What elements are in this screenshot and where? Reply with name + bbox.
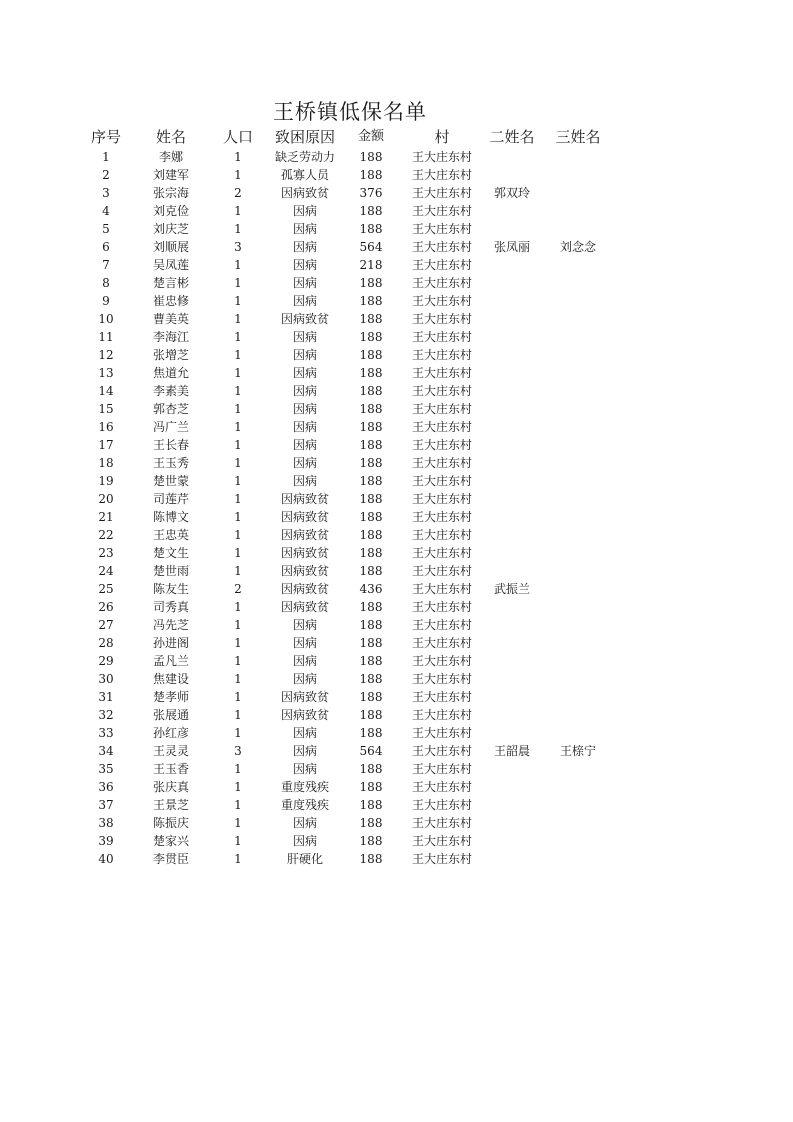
cell-name: 孙进阁	[152, 636, 189, 650]
cell-village: 王大庄东村	[411, 528, 472, 542]
cell-reason: 因病致贫	[280, 582, 329, 596]
cell-amount: 188	[359, 618, 383, 632]
header-second-name: 二姓名	[489, 128, 535, 146]
cell-second-name: 郭双玲	[493, 186, 530, 200]
cell-seq: 11	[98, 330, 114, 344]
cell-amount: 188	[359, 492, 383, 506]
cell-name: 刘克俭	[152, 204, 189, 218]
cell-amount: 188	[359, 168, 383, 182]
table-row	[0, 670, 793, 688]
cell-reason: 因病	[292, 258, 317, 272]
cell-reason: 重度残疾	[280, 798, 329, 812]
cell-population: 1	[234, 708, 242, 722]
cell-name: 王玉秀	[152, 456, 189, 470]
table-row	[0, 598, 793, 616]
cell-name: 王景芝	[152, 798, 189, 812]
cell-third-name: 王榇宁	[559, 744, 596, 758]
cell-seq: 21	[98, 510, 114, 524]
cell-reason: 因病	[292, 204, 317, 218]
cell-name: 崔忠修	[152, 294, 189, 308]
cell-amount: 188	[359, 762, 383, 776]
table-row	[0, 742, 793, 760]
cell-name: 吴凤莲	[152, 258, 189, 272]
cell-reason: 因病	[292, 744, 317, 758]
table-row	[0, 148, 793, 166]
cell-seq: 2	[102, 168, 110, 182]
cell-name: 陈振庆	[152, 816, 189, 830]
table-row	[0, 850, 793, 868]
cell-name: 李海江	[152, 330, 189, 344]
cell-population: 1	[234, 258, 242, 272]
cell-population: 1	[234, 762, 242, 776]
cell-name: 楚世雨	[152, 564, 189, 578]
table-row	[0, 274, 793, 292]
cell-population: 1	[234, 222, 242, 236]
cell-village: 王大庄东村	[411, 330, 472, 344]
table-row	[0, 526, 793, 544]
cell-village: 王大庄东村	[411, 726, 472, 740]
cell-name: 孙红彦	[152, 726, 189, 740]
cell-village: 王大庄东村	[411, 762, 472, 776]
cell-seq: 22	[98, 528, 114, 542]
cell-seq: 38	[98, 816, 114, 830]
cell-population: 2	[234, 582, 242, 596]
header-name: 姓名	[155, 128, 186, 146]
cell-reason: 因病	[292, 348, 317, 362]
cell-reason: 因病致贫	[280, 510, 329, 524]
cell-seq: 35	[98, 762, 114, 776]
cell-village: 王大庄东村	[411, 744, 472, 758]
cell-population: 1	[234, 276, 242, 290]
cell-village: 王大庄东村	[411, 636, 472, 650]
cell-reason: 因病	[292, 834, 317, 848]
table-row	[0, 724, 793, 742]
cell-reason: 因病致贫	[280, 690, 329, 704]
cell-population: 1	[234, 618, 242, 632]
table-row	[0, 544, 793, 562]
cell-amount: 188	[359, 474, 383, 488]
cell-name: 刘顺展	[152, 240, 189, 254]
table-row	[0, 400, 793, 418]
table-row	[0, 346, 793, 364]
cell-seq: 1	[102, 150, 110, 164]
cell-name: 张展通	[152, 708, 189, 722]
cell-seq: 27	[98, 618, 114, 632]
cell-reason: 肝硬化	[286, 852, 323, 866]
cell-seq: 31	[98, 690, 114, 704]
cell-amount: 188	[359, 564, 383, 578]
cell-population: 1	[234, 780, 242, 794]
cell-reason: 因病致贫	[280, 546, 329, 560]
table-row	[0, 490, 793, 508]
cell-name: 刘庆芝	[152, 222, 189, 236]
cell-village: 王大庄东村	[411, 204, 472, 218]
cell-name: 张宗海	[152, 186, 189, 200]
cell-village: 王大庄东村	[411, 618, 472, 632]
cell-village: 王大庄东村	[411, 366, 472, 380]
cell-population: 1	[234, 294, 242, 308]
cell-seq: 28	[98, 636, 114, 650]
cell-amount: 188	[359, 330, 383, 344]
cell-seq: 29	[98, 654, 114, 668]
cell-name: 冯先芝	[152, 618, 189, 632]
cell-amount: 436	[359, 582, 383, 596]
cell-amount: 188	[359, 780, 383, 794]
table-row	[0, 328, 793, 346]
cell-name: 陈博文	[152, 510, 189, 524]
header-village: 村	[434, 128, 450, 146]
cell-name: 冯广兰	[152, 420, 189, 434]
cell-village: 王大庄东村	[411, 564, 472, 578]
cell-village: 王大庄东村	[411, 672, 472, 686]
cell-reason: 因病	[292, 366, 317, 380]
cell-seq: 13	[98, 366, 114, 380]
cell-seq: 9	[102, 294, 110, 308]
cell-population: 1	[234, 348, 242, 362]
cell-amount: 188	[359, 222, 383, 236]
cell-seq: 7	[102, 258, 110, 272]
cell-reason: 因病致贫	[280, 564, 329, 578]
cell-amount: 188	[359, 708, 383, 722]
table-row	[0, 382, 793, 400]
cell-seq: 30	[98, 672, 114, 686]
cell-second-name: 武振兰	[493, 582, 530, 596]
cell-reason: 因病致贫	[280, 600, 329, 614]
cell-amount: 188	[359, 366, 383, 380]
cell-village: 王大庄东村	[411, 294, 472, 308]
cell-name: 楚孝师	[152, 690, 189, 704]
cell-amount: 188	[359, 150, 383, 164]
cell-village: 王大庄东村	[411, 492, 472, 506]
cell-reason: 因病	[292, 726, 317, 740]
cell-seq: 3	[102, 186, 110, 200]
table-row	[0, 256, 793, 274]
cell-name: 楚家兴	[152, 834, 189, 848]
cell-population: 1	[234, 528, 242, 542]
cell-reason: 因病	[292, 240, 317, 254]
cell-name: 王长春	[152, 438, 189, 452]
cell-name: 李贯臣	[152, 852, 189, 866]
cell-village: 王大庄东村	[411, 222, 472, 236]
cell-village: 王大庄东村	[411, 186, 472, 200]
cell-name: 楚世蒙	[152, 474, 189, 488]
cell-population: 1	[234, 654, 242, 668]
cell-amount: 188	[359, 654, 383, 668]
cell-seq: 36	[98, 780, 114, 794]
page-title	[0, 96, 700, 126]
cell-amount: 188	[359, 456, 383, 470]
table-row	[0, 706, 793, 724]
table-row	[0, 796, 793, 814]
cell-amount: 188	[359, 510, 383, 524]
cell-reason: 因病	[292, 402, 317, 416]
cell-reason: 因病致贫	[280, 528, 329, 542]
cell-population: 1	[234, 420, 242, 434]
cell-reason: 因病	[292, 438, 317, 452]
cell-amount: 218	[359, 258, 383, 272]
cell-seq: 24	[98, 564, 114, 578]
cell-village: 王大庄东村	[411, 312, 472, 326]
cell-seq: 15	[98, 402, 114, 416]
cell-name: 张增芝	[152, 348, 189, 362]
cell-reason: 因病	[292, 330, 317, 344]
cell-village: 王大庄东村	[411, 420, 472, 434]
cell-population: 1	[234, 312, 242, 326]
cell-amount: 564	[359, 744, 383, 758]
cell-reason: 因病致贫	[280, 186, 329, 200]
cell-amount: 188	[359, 546, 383, 560]
title-text: 王桥镇低保名单	[273, 100, 427, 124]
cell-reason: 因病	[292, 762, 317, 776]
cell-amount: 188	[359, 798, 383, 812]
table-row	[0, 814, 793, 832]
cell-reason: 因病	[292, 222, 317, 236]
cell-name: 李素美	[152, 384, 189, 398]
cell-population: 1	[234, 546, 242, 560]
cell-reason: 因病	[292, 636, 317, 650]
cell-reason: 因病	[292, 420, 317, 434]
cell-village: 王大庄东村	[411, 348, 472, 362]
cell-reason: 因病致贫	[280, 312, 329, 326]
cell-amount: 564	[359, 240, 383, 254]
cell-reason: 因病	[292, 384, 317, 398]
table-row	[0, 310, 793, 328]
cell-seq: 10	[98, 312, 114, 326]
cell-village: 王大庄东村	[411, 456, 472, 470]
cell-village: 王大庄东村	[411, 438, 472, 452]
table-row	[0, 616, 793, 634]
cell-population: 2	[234, 186, 242, 200]
cell-population: 1	[234, 636, 242, 650]
table-row	[0, 202, 793, 220]
table-row	[0, 562, 793, 580]
cell-population: 1	[234, 672, 242, 686]
cell-reason: 因病致贫	[280, 708, 329, 722]
cell-seq: 39	[98, 834, 114, 848]
cell-population: 1	[234, 438, 242, 452]
cell-name: 李娜	[158, 150, 183, 164]
cell-village: 王大庄东村	[411, 384, 472, 398]
cell-population: 1	[234, 456, 242, 470]
cell-village: 王大庄东村	[411, 600, 472, 614]
cell-third-name: 刘念念	[559, 240, 596, 254]
cell-amount: 188	[359, 600, 383, 614]
cell-population: 3	[234, 240, 242, 254]
cell-amount: 188	[359, 690, 383, 704]
cell-seq: 12	[98, 348, 114, 362]
cell-name: 司莲芹	[152, 492, 189, 506]
cell-population: 1	[234, 204, 242, 218]
cell-name: 楚言彬	[152, 276, 189, 290]
cell-seq: 32	[98, 708, 114, 722]
cell-amount: 188	[359, 312, 383, 326]
cell-name: 张庆真	[152, 780, 189, 794]
cell-seq: 8	[102, 276, 110, 290]
cell-reason: 因病	[292, 618, 317, 632]
cell-seq: 18	[98, 456, 114, 470]
cell-amount: 188	[359, 636, 383, 650]
cell-amount: 188	[359, 834, 383, 848]
cell-reason: 因病	[292, 672, 317, 686]
cell-seq: 20	[98, 492, 114, 506]
cell-name: 郭杏芝	[152, 402, 189, 416]
cell-name: 焦建设	[152, 672, 189, 686]
table-row	[0, 454, 793, 472]
cell-seq: 26	[98, 600, 114, 614]
cell-second-name: 王韶晨	[493, 744, 530, 758]
cell-population: 1	[234, 726, 242, 740]
cell-amount: 188	[359, 816, 383, 830]
cell-name: 孟凡兰	[152, 654, 189, 668]
cell-seq: 25	[98, 582, 114, 596]
cell-seq: 4	[102, 204, 110, 218]
table-row	[0, 166, 793, 184]
cell-village: 王大庄东村	[411, 690, 472, 704]
cell-amount: 188	[359, 726, 383, 740]
table-row	[0, 364, 793, 382]
table-row	[0, 508, 793, 526]
cell-name: 陈友生	[152, 582, 189, 596]
header-reason: 致困原因	[274, 128, 335, 146]
table-row	[0, 472, 793, 490]
cell-seq: 5	[102, 222, 110, 236]
cell-population: 1	[234, 564, 242, 578]
table-row	[0, 436, 793, 454]
table-body	[0, 148, 793, 868]
table-row	[0, 760, 793, 778]
cell-population: 1	[234, 474, 242, 488]
cell-seq: 40	[98, 852, 114, 866]
cell-name: 王玉香	[152, 762, 189, 776]
table-row	[0, 292, 793, 310]
cell-village: 王大庄东村	[411, 780, 472, 794]
cell-village: 王大庄东村	[411, 834, 472, 848]
cell-amount: 188	[359, 276, 383, 290]
cell-village: 王大庄东村	[411, 816, 472, 830]
cell-reason: 孤寡人员	[280, 168, 329, 182]
cell-amount: 188	[359, 204, 383, 218]
cell-seq: 19	[98, 474, 114, 488]
cell-seq: 6	[102, 240, 110, 254]
cell-population: 1	[234, 402, 242, 416]
cell-reason: 缺乏劳动力	[274, 150, 335, 164]
cell-population: 1	[234, 168, 242, 182]
cell-seq: 37	[98, 798, 114, 812]
cell-amount: 188	[359, 438, 383, 452]
cell-village: 王大庄东村	[411, 168, 472, 182]
cell-population: 1	[234, 852, 242, 866]
cell-seq: 16	[98, 420, 114, 434]
table-header	[0, 126, 793, 146]
cell-population: 1	[234, 384, 242, 398]
cell-reason: 因病	[292, 276, 317, 290]
header-third-name: 三姓名	[555, 128, 601, 146]
header-population: 人口	[222, 128, 253, 146]
cell-name: 焦道允	[152, 366, 189, 380]
cell-population: 1	[234, 600, 242, 614]
cell-name: 刘建军	[152, 168, 189, 182]
cell-name: 司秀真	[152, 600, 189, 614]
cell-seq: 33	[98, 726, 114, 740]
table-row	[0, 832, 793, 850]
cell-population: 1	[234, 690, 242, 704]
cell-amount: 188	[359, 384, 383, 398]
table-row	[0, 418, 793, 436]
cell-amount: 188	[359, 672, 383, 686]
table-row	[0, 688, 793, 706]
cell-population: 1	[234, 798, 242, 812]
table-row	[0, 220, 793, 238]
cell-name: 楚文生	[152, 546, 189, 560]
cell-name: 曹美英	[152, 312, 189, 326]
cell-reason: 因病	[292, 816, 317, 830]
cell-population: 1	[234, 492, 242, 506]
cell-village: 王大庄东村	[411, 546, 472, 560]
cell-population: 1	[234, 816, 242, 830]
cell-name: 王忠英	[152, 528, 189, 542]
cell-reason: 因病致贫	[280, 492, 329, 506]
table-row	[0, 778, 793, 796]
cell-village: 王大庄东村	[411, 150, 472, 164]
cell-village: 王大庄东村	[411, 582, 472, 596]
cell-village: 王大庄东村	[411, 402, 472, 416]
cell-seq: 17	[98, 438, 114, 452]
cell-population: 1	[234, 834, 242, 848]
table-row	[0, 238, 793, 256]
cell-name: 王灵灵	[152, 744, 189, 758]
cell-village: 王大庄东村	[411, 240, 472, 254]
cell-village: 王大庄东村	[411, 276, 472, 290]
cell-village: 王大庄东村	[411, 798, 472, 812]
cell-amount: 188	[359, 420, 383, 434]
cell-village: 王大庄东村	[411, 654, 472, 668]
cell-village: 王大庄东村	[411, 258, 472, 272]
cell-population: 1	[234, 330, 242, 344]
header-amount: 金额	[357, 129, 384, 144]
cell-reason: 因病	[292, 654, 317, 668]
cell-population: 1	[234, 510, 242, 524]
table-row	[0, 652, 793, 670]
cell-reason: 重度残疾	[280, 780, 329, 794]
cell-population: 1	[234, 150, 242, 164]
cell-village: 王大庄东村	[411, 852, 472, 866]
table-row	[0, 184, 793, 202]
cell-reason: 因病	[292, 474, 317, 488]
cell-seq: 14	[98, 384, 114, 398]
cell-population: 1	[234, 366, 242, 380]
cell-amount: 376	[359, 186, 383, 200]
cell-amount: 188	[359, 402, 383, 416]
cell-amount: 188	[359, 852, 383, 866]
cell-second-name: 张凤丽	[493, 240, 530, 254]
cell-village: 王大庄东村	[411, 510, 472, 524]
cell-population: 3	[234, 744, 242, 758]
cell-amount: 188	[359, 528, 383, 542]
table-row	[0, 634, 793, 652]
cell-village: 王大庄东村	[411, 474, 472, 488]
cell-reason: 因病	[292, 456, 317, 470]
cell-seq: 23	[98, 546, 114, 560]
cell-amount: 188	[359, 294, 383, 308]
cell-reason: 因病	[292, 294, 317, 308]
header-seq: 序号	[90, 128, 121, 146]
cell-seq: 34	[98, 744, 114, 758]
table-row	[0, 580, 793, 598]
cell-village: 王大庄东村	[411, 708, 472, 722]
cell-amount: 188	[359, 348, 383, 362]
